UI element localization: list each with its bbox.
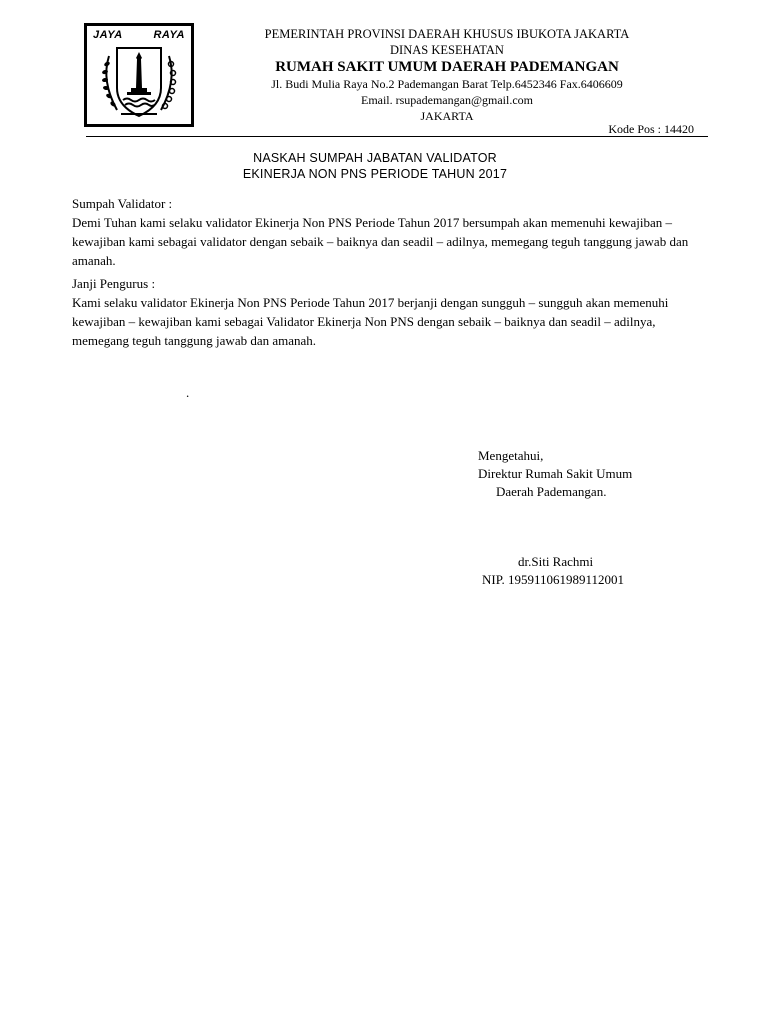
letterhead-address: Jl. Budi Mulia Raya No.2 Pademangan Barat Telp.6452346 Fax.6406609 (271, 77, 623, 91)
signatory-nip: NIP. 195911061989112001 (482, 572, 625, 587)
title-line-1: NASKAH SUMPAH JABATAN VALIDATOR (253, 151, 497, 165)
oath-text: Demi Tuhan kami selaku validator Ekinerja Non PNS Periode Tahun 2017 bersumpah akan memenuhi kewajiban – kewajiban kami sebagai validator dengan sebaik – baiknya dan seadil – adilnya, memegang teguh tanggung jawab dan amanah. (72, 215, 689, 268)
document-title (200, 150, 550, 182)
promise-heading: Janji Pengurus : (72, 276, 156, 291)
letterhead-government: PEMERINTAH PROVINSI DAERAH KHUSUS IBUKOTA JAKARTA (264, 27, 630, 41)
stray-mark: . (186, 385, 190, 400)
jakarta-logo (84, 23, 194, 127)
coat-of-arms-icon (87, 26, 191, 124)
letterhead-divider (86, 136, 708, 137)
letterhead-city: JAKARTA (420, 109, 474, 123)
signatory-position-1: Direktur Rumah Sakit Umum (478, 466, 633, 481)
postcode: Kode Pos : 14420 (608, 122, 694, 136)
logo-text-right: RAYA (153, 29, 185, 41)
oath-heading: Sumpah Validator : (72, 196, 173, 211)
letterhead-hospital-name: RUMAH SAKIT UMUM DAERAH PADEMANGAN (275, 59, 619, 75)
promise-section (72, 274, 692, 350)
title-line-2: EKINERJA NON PNS PERIODE TAHUN 2017 (242, 167, 508, 181)
oath-section (72, 194, 692, 270)
promise-text: Kami selaku validator Ekinerja Non PNS Periode Tahun 2017 berjanji dengan sungguh – sungguh akan memenuhi kewajiban – kewajiban kami sebagai Validator Ekinerja Non PNS dengan sebaik – baiknya dan seadil – adilnya, memegang teguh tanggung jawab dan amanah. (72, 295, 669, 348)
letterhead-department: DINAS KESEHATAN (390, 43, 504, 57)
signatory-position-2: Daerah Pademangan. (496, 484, 607, 499)
logo-text-left: JAYA (93, 29, 123, 41)
letterhead (200, 26, 694, 124)
acknowledged-label: Mengetahui, (478, 448, 544, 463)
signature-block (478, 447, 718, 589)
letterhead-email: Email. rsupademangan@gmail.com (360, 93, 533, 107)
signatory-name: dr.Siti Rachmi (518, 554, 594, 569)
